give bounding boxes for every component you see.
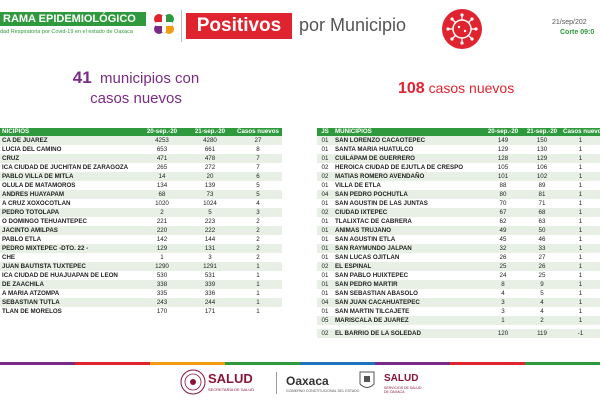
value-cell: 120 [483,329,523,338]
value-cell: 01 [317,307,333,316]
value-cell: 1 [234,289,282,298]
column-header: MUNICIPIOS [333,128,483,136]
value-cell: 71 [523,199,561,208]
municipio-cell: SAN JUAN CACAHUATEPEC [333,298,483,307]
value-cell: 05 [317,316,333,325]
table-row [317,172,600,181]
value-cell: 243 [138,298,186,307]
value-cell: 01 [317,136,333,145]
value-cell: 73 [186,190,234,199]
municipio-cell: SEBASTIAN TUTLA [0,298,138,307]
value-cell: 01 [317,217,333,226]
value-cell: 01 [317,253,333,262]
table-row [0,190,282,199]
salud-oaxaca-logo: SALUD [384,373,419,384]
value-cell: 6 [234,172,282,181]
value-cell: 80 [483,190,523,199]
value-cell: 62 [483,217,523,226]
value-cell: 1 [561,163,600,172]
table-row [0,217,282,226]
value-cell: 1 [561,145,600,154]
column-header: 21-sep.-20 [523,128,561,136]
value-cell: 68 [523,208,561,217]
value-cell: 134 [138,181,186,190]
value-cell: 3 [483,298,523,307]
table-row [0,181,282,190]
municipio-cell: SAN LORENZO CACAOTEPEC [333,136,483,145]
municipio-cell: TLALIXTAC DE CABRERA [333,217,483,226]
value-cell: 3 [234,208,282,217]
municipios-count: 41 [72,68,92,87]
municipio-cell: ANIMAS TRUJANO [333,226,483,235]
municipio-cell: CHE [0,253,138,262]
value-cell: 1 [561,298,600,307]
municipio-cell: HEROICA CIUDAD DE EJUTLA DE CRESPO [333,163,483,172]
table-row [0,253,282,262]
table-row [317,226,600,235]
value-cell: 1 [561,154,600,163]
municipio-cell: A CRUZ XOXOCOTLAN [0,199,138,208]
value-cell: 49 [483,226,523,235]
value-cell: 1 [561,217,600,226]
value-cell: 5 [523,289,561,298]
table-row [317,145,600,154]
table-row [317,289,600,298]
value-cell: 2 [234,226,282,235]
municipio-cell: PEDRO TOTOLAPA [0,208,138,217]
value-cell: 4 [483,289,523,298]
value-cell: 25 [523,271,561,280]
column-header: Casos nuevos [563,128,605,135]
value-cell: 3 [483,307,523,316]
value-cell: 1 [561,235,600,244]
column-header: 20-sep.-20 [138,128,186,136]
value-cell: 129 [483,145,523,154]
table-row [0,280,282,289]
value-cell: 14 [138,172,186,181]
value-cell: 4 [523,307,561,316]
table-row [0,199,282,208]
value-cell: 2 [234,244,282,253]
value-cell: 2 [234,235,282,244]
value-cell: 02 [317,262,333,271]
municipio-cell: JUAN BAUTISTA TUXTEPEC [0,262,138,271]
table-row [0,289,282,298]
value-cell: 1 [234,280,282,289]
value-cell: 1 [561,136,600,145]
table-row [317,271,600,280]
title-por-municipio: por Municipio [299,15,407,35]
value-cell: 68 [138,190,186,199]
value-cell: 45 [483,235,523,244]
column-header: NICIPIOS [0,128,138,136]
municipio-cell: TLAN DE MORELOS [0,307,138,316]
value-cell: 01 [317,289,333,298]
municipio-cell: PEDRO MIXTEPEC -DTO. 22 - [0,244,138,253]
municipio-cell: A MARIA ATZOMPA [0,289,138,298]
value-cell: 32 [483,244,523,253]
oaxaca-subtitle: GOBIERNO CONSTITUCIONAL DEL ESTADO [286,389,360,393]
value-cell: 1291 [186,262,234,271]
value-cell: 04 [317,298,333,307]
value-cell: 272 [186,163,234,172]
value-cell: 131 [186,244,234,253]
right-municipios-table [317,128,605,338]
value-cell: 1 [234,307,282,316]
value-cell: 9 [523,280,561,289]
municipio-cell: SAN PEDRO MARTIR [333,280,483,289]
table-row [317,253,600,262]
municipios-summary [26,68,246,109]
column-header: Casos nuevos [234,128,282,136]
value-cell: 150 [523,136,561,145]
value-cell: 5 [234,181,282,190]
value-cell: 26 [523,262,561,271]
value-cell: 661 [186,145,234,154]
value-cell: 4 [234,199,282,208]
table-row [0,298,282,307]
municipio-cell: ICA CIUDAD DE JUCHITAN DE ZARAGOZA [0,163,138,172]
title-positivos: Positivos [186,13,292,39]
value-cell: 1 [234,262,282,271]
municipio-cell: SAN PABLO HUIXTEPEC [333,271,483,280]
value-cell: 5 [186,208,234,217]
value-cell: 01 [317,181,333,190]
value-cell: 119 [523,329,561,338]
value-cell: 27 [523,253,561,262]
value-cell: 1 [234,298,282,307]
value-cell: 01 [317,244,333,253]
value-cell: 01 [317,235,333,244]
value-cell: 02 [317,329,333,338]
table-row [317,154,600,163]
table-row [317,190,600,199]
value-cell: 89 [523,181,561,190]
table-row [317,208,600,217]
municipio-cell: LUCIA DEL CAMINO [0,145,138,154]
value-cell: 3 [186,253,234,262]
table-row [317,244,600,253]
value-cell: 101 [483,172,523,181]
value-cell: 26 [483,253,523,262]
value-cell: 01 [317,199,333,208]
value-cell: 220 [138,226,186,235]
casos-count: 108 [398,80,425,97]
program-logo-icon [152,12,176,36]
municipio-cell: PABLO ETLA [0,235,138,244]
salud-federal-logo: SALUD [208,371,253,386]
value-cell: 2 [234,217,282,226]
table-row [0,136,282,145]
value-cell: 1 [561,316,600,325]
state-seal-icon [358,370,376,392]
casos-text: casos nuevos [428,80,515,96]
report-date: 21/sep/202 [552,19,587,26]
oaxaca-logo: Oaxaca [286,374,329,388]
value-cell: 244 [186,298,234,307]
table-row [0,163,282,172]
municipio-cell: CUILAPAM DE GUERRERO [333,154,483,163]
table-row [0,262,282,271]
column-header: 20-sep.-20 [483,128,523,136]
municipio-cell: O DOMINGO TEHUANTEPEC [0,217,138,226]
value-cell: 1020 [138,199,186,208]
value-cell: 7 [234,154,282,163]
municipio-cell: SANTA MARIA HUATULCO [333,145,483,154]
value-cell: 171 [186,307,234,316]
column-header: 21-sep.-20 [186,128,234,136]
table-row [0,154,282,163]
value-cell: 1 [561,289,600,298]
program-label: RAMA EPIDEMIOLÓGICO [0,12,146,26]
municipio-cell: EL ESPINAL [333,262,483,271]
federal-seal-icon [180,369,206,395]
value-cell: 4253 [138,136,186,145]
table-row [317,280,600,289]
program-subtitle: dad Respiratoria por Covid-19 en el estado de Oaxaca [0,29,133,35]
table-row [317,181,600,190]
value-cell: 531 [186,271,234,280]
value-cell: 04 [317,190,333,199]
table-header-row [0,128,282,136]
salud-federal-subtitle: SECRETARÍA DE SALUD [208,387,255,392]
value-cell: 20 [186,172,234,181]
value-cell: 1 [234,271,282,280]
value-cell: 2 [234,253,282,262]
value-cell: 129 [138,244,186,253]
table-row [317,217,600,226]
value-cell: 530 [138,271,186,280]
value-cell: 339 [186,280,234,289]
table-row [0,235,282,244]
table-row [0,226,282,235]
value-cell: 8 [234,145,282,154]
value-cell: 4 [523,298,561,307]
value-cell: 01 [317,280,333,289]
value-cell: 01 [317,154,333,163]
value-cell: 02 [317,208,333,217]
value-cell: 1 [561,208,600,217]
value-cell: -1 [561,329,600,338]
municipio-cell: MATIAS ROMERO AVENDAÑO [333,172,483,181]
municipio-cell: ANDRES HUAYAPAM [0,190,138,199]
municipio-cell: VILLA DE ETLA [333,181,483,190]
value-cell: 170 [138,307,186,316]
value-cell: 1 [483,316,523,325]
value-cell: 1 [561,172,600,181]
value-cell: 478 [186,154,234,163]
value-cell: 471 [138,154,186,163]
municipio-cell: SAN MARTIN TILCAJETE [333,307,483,316]
municipios-text-2: casos nuevos [90,90,182,107]
value-cell: 1 [561,226,600,235]
table-row [0,145,282,154]
value-cell: 1 [561,253,600,262]
value-cell: 81 [523,190,561,199]
value-cell: 02 [317,163,333,172]
value-cell: 336 [186,289,234,298]
value-cell: 223 [186,217,234,226]
value-cell: 265 [138,163,186,172]
value-cell: 222 [186,226,234,235]
table-row [317,262,600,271]
value-cell: 1 [138,253,186,262]
value-cell: 01 [317,145,333,154]
value-cell: 1 [561,271,600,280]
footer-separator [276,372,277,394]
casos-summary [398,80,514,98]
table-row [0,307,282,316]
value-cell: 1290 [138,262,186,271]
value-cell: 01 [317,226,333,235]
header-separator [181,10,182,42]
value-cell: 653 [138,145,186,154]
value-cell: 4280 [186,136,234,145]
value-cell: 1 [561,244,600,253]
value-cell: 02 [317,172,333,181]
value-cell: 67 [483,208,523,217]
municipio-cell: CRUZ [0,154,138,163]
value-cell: 335 [138,289,186,298]
value-cell: 33 [523,244,561,253]
value-cell: 102 [523,172,561,181]
table-row [0,271,282,280]
value-cell: 1 [561,190,600,199]
table-row [317,199,600,208]
table-row [0,244,282,253]
value-cell: 88 [483,181,523,190]
municipio-cell: PABLO VILLA DE MITLA [0,172,138,181]
table-row [0,208,282,217]
table-row [317,298,600,307]
value-cell: 1 [561,280,600,289]
municipio-cell: SAN RAYMUNDO JALPAN [333,244,483,253]
table-header-row [317,128,600,136]
value-cell: 46 [523,235,561,244]
value-cell: 129 [523,154,561,163]
value-cell: 24 [483,271,523,280]
municipio-cell: CA DE JUAREZ [0,136,138,145]
value-cell: 01 [317,271,333,280]
left-municipios-table [0,128,282,316]
value-cell: 106 [523,163,561,172]
value-cell: 70 [483,199,523,208]
value-cell: 338 [138,280,186,289]
municipio-cell: MARISCALA DE JUAREZ [333,316,483,325]
value-cell: 1 [561,307,600,316]
table-row [317,316,600,325]
municipio-cell: DE ZAACHILA [0,280,138,289]
municipio-cell: SAN AGUSTIN ETLA [333,235,483,244]
value-cell: 105 [483,163,523,172]
municipio-cell: ICA CIUDAD DE HUAJUAPAN DE LEON [0,271,138,280]
value-cell: 50 [523,226,561,235]
value-cell: 7 [234,163,282,172]
municipios-text-1: municipios con [100,70,200,87]
table-row [317,235,600,244]
virus-icon [440,7,484,51]
value-cell: 149 [483,136,523,145]
value-cell: 144 [186,235,234,244]
municipio-cell: EL BARRIO DE LA SOLEDAD [333,329,483,338]
value-cell: 1024 [186,199,234,208]
value-cell: 1 [561,262,600,271]
value-cell: 128 [483,154,523,163]
table-row [317,307,600,316]
municipio-cell: SAN LUCAS OJITLAN [333,253,483,262]
municipio-cell: OLULA DE MATAMOROS [0,181,138,190]
municipio-cell: SAN PEDRO POCHUTLA [333,190,483,199]
column-header: JS [317,128,333,136]
value-cell: 2 [138,208,186,217]
salud-oaxaca-subtitle: SERVICIOS DE SALUD DE OAXACA [384,386,422,394]
value-cell: 221 [138,217,186,226]
table-row [317,136,600,145]
value-cell: 27 [234,136,282,145]
value-cell: 8 [483,280,523,289]
value-cell: 25 [483,262,523,271]
table-row [317,329,600,338]
value-cell: 142 [138,235,186,244]
value-cell: 1 [561,199,600,208]
value-cell: 1 [561,181,600,190]
table-row [0,172,282,181]
report-cutoff: Corte 09:0 [560,29,595,36]
value-cell: 130 [523,145,561,154]
municipio-cell: JACINTO AMILPAS [0,226,138,235]
value-cell: 63 [523,217,561,226]
value-cell: 139 [186,181,234,190]
municipio-cell: SAN SEBASTIAN ABASOLO [333,289,483,298]
municipio-cell: SAN AGUSTIN DE LAS JUNTAS [333,199,483,208]
value-cell: 5 [234,190,282,199]
table-row [317,163,600,172]
municipio-cell: CIUDAD IXTEPEC [333,208,483,217]
value-cell: 2 [523,316,561,325]
